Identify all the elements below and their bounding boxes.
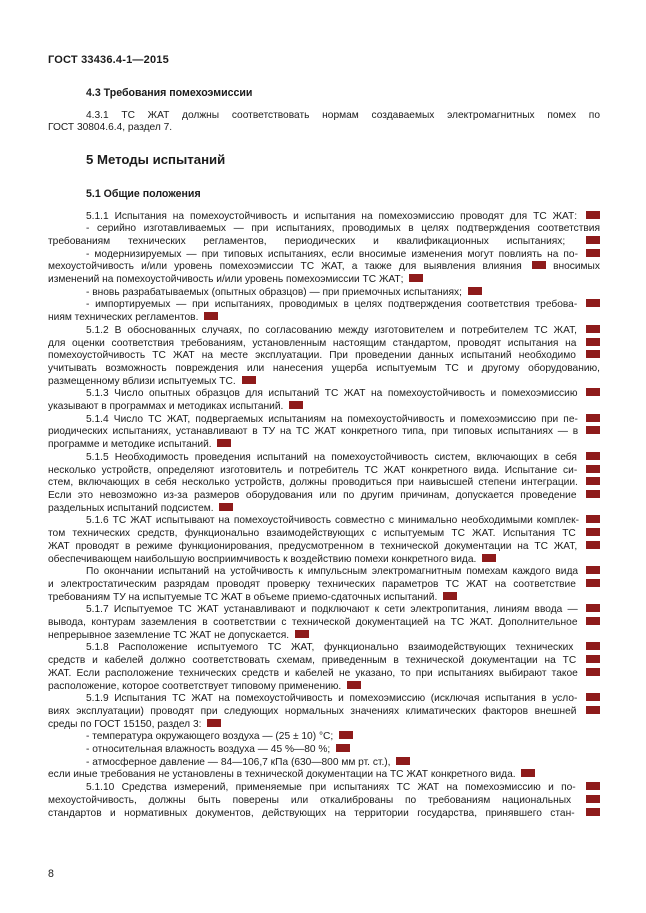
page-number: 8 [48, 868, 54, 880]
redaction-marker [586, 465, 600, 473]
text-line: помехоустойчивость ТС ЖАТ на месте эксплуатации. При проведении данных испытаний необходимо [48, 350, 600, 363]
text-line: указывают в программах и методиках испытаний. [48, 401, 600, 414]
section-heading: 5 Методы испытаний [86, 152, 226, 168]
text-line: ЖАТ проводят в режиме функционирования, предусмотренном в технической документации на ТС ЖАТ, [48, 541, 600, 554]
redaction-marker [586, 426, 600, 434]
text-line: изменений на помехоустойчивость и/или уровень помехоэмиссии ТС ЖАТ; [48, 274, 600, 287]
redaction-marker [586, 515, 600, 523]
text-line: размещенному вблизи испытуемых ТС. [48, 376, 600, 389]
text-line: 4.3.1 ТС ЖАТ должны соответствовать нормам создаваемых электромагнитных помех по [86, 109, 600, 121]
text-line: ниям технических регламентов. [48, 312, 600, 325]
text-line: По окончании испытаний на устойчивость к импульсным электромагнитным помехам каждого вида [48, 566, 600, 579]
text-line: раздельных испытаний подсистем. [48, 503, 600, 516]
redaction-marker [586, 566, 600, 574]
redaction-marker [207, 719, 221, 727]
text-line: - атмосферное давление — 84—106,7 кПа (630—800 мм рт. ст.), [48, 757, 600, 770]
paragraph [48, 414, 600, 452]
paragraph [48, 452, 600, 516]
redaction-marker [586, 579, 600, 587]
paragraph [48, 388, 600, 413]
text-line: 5.1.1 Испытания на помехоустойчивость и испытания на помехоэмиссию проводят для ТС ЖАТ: [48, 211, 600, 224]
paragraph [48, 515, 600, 566]
document-body [48, 87, 600, 820]
text-line: если иные требования не установлены в технической документации на ТС ЖАТ конкретного вида. [48, 769, 600, 782]
redaction-marker [586, 795, 600, 803]
redaction-marker [586, 477, 600, 485]
redaction-marker [586, 528, 600, 536]
paragraph [48, 693, 600, 782]
paragraph [48, 325, 600, 389]
text-line: среды по ГОСТ 15150, раздел 3: [48, 719, 600, 732]
text-line: вывода, контурам заземления в соответствии с технической документацией на ТС ЖАТ. Дополнительное [48, 617, 600, 630]
section-heading: 4.3 Требования помехоэмиссии [86, 87, 253, 99]
redaction-marker [339, 731, 353, 739]
paragraph [48, 604, 600, 642]
text-line: - температура окружающего воздуха — (25 ± 10) °С; [48, 731, 600, 744]
text-line: том технических средств, функционально взаимодействующих с испытуемым ТС ЖАТ. Испытания ТС [48, 528, 600, 541]
text-line: риодических испытаниях, устанавливают в ТУ на ТС ЖАТ конкретного типа, при типовых испытаниях — в [48, 426, 600, 439]
redaction-marker [443, 592, 457, 600]
section-heading: 5.1 Общие положения [86, 187, 201, 200]
paragraph [48, 566, 600, 604]
redaction-marker [586, 350, 600, 358]
text-line: требованиям технических регламентов, периодических и квалификационных испытаниях; [48, 236, 600, 249]
text-line: непрерывное заземление ТС ЖАТ не допускается. [48, 630, 600, 643]
redaction-marker [586, 617, 600, 625]
redaction-marker [347, 681, 361, 689]
redaction-marker [586, 490, 600, 498]
redaction-marker [217, 439, 231, 447]
paragraph [48, 211, 600, 325]
redaction-marker [586, 299, 600, 307]
redaction-marker [586, 706, 600, 714]
text-line: ЖАТ. Если расположение технических средств и кабелей не указано, то при испытаниях выбирают такое [48, 668, 600, 681]
redaction-marker [586, 236, 600, 244]
redaction-marker [586, 668, 600, 676]
redaction-marker [219, 503, 233, 511]
text-line: несколько устройств, определяют изготовитель и потребитель ТС ЖАТ конкретного вида. Испытание си- [48, 465, 600, 478]
redaction-marker [586, 782, 600, 790]
redaction-marker [468, 287, 482, 295]
text-line: 5.1.7 Испытуемое ТС ЖАТ устанавливают и подключают к сети электропитания, линиям ввода — [48, 604, 600, 617]
text-line: Если это невозможно из-за размеров оборудования или по другим причинам, допускается проведение [48, 490, 600, 503]
redaction-marker [586, 338, 600, 346]
redaction-marker [532, 261, 546, 269]
redaction-marker [521, 769, 535, 777]
redaction-marker [242, 376, 256, 384]
text-line: и электростатическим разрядам проводят проверку технических параметров ТС ЖАТ на соответствие [48, 579, 600, 592]
text-line: учитывать возможность повреждения или нанесения ущерба испытуемым ТС и другому оборудованию, [48, 362, 600, 374]
redaction-marker [586, 693, 600, 701]
text-line: мехоустойчивость, должны быть поверены или откалиброваны по требованиям национальных [48, 795, 600, 808]
text-line: требованиям ТУ на испытуемые ТС ЖАТ в объеме приемо-сдаточных испытаний. [48, 592, 600, 605]
redaction-marker [409, 274, 423, 282]
text-line: 5.1.3 Число опытных образцов для испытаний ТС ЖАТ на помехоустойчивость и помехоэмиссию [48, 388, 600, 401]
text-line: стандартов и нормативных документов, действующих на территории государства, принявшего стан- [48, 808, 600, 821]
text-line: - вновь разрабатываемых (опытных образцов) — при приемочных испытаниях; [48, 287, 600, 300]
redaction-marker [586, 452, 600, 460]
text-line: 5.1.8 Расположение испытуемого ТС ЖАТ, функционально взаимодействующих технических [48, 642, 600, 655]
document-header: ГОСТ 33436.4-1—2015 [48, 54, 169, 66]
text-line: для оценки соответствия требованиям, установленным настоящим стандартом, проводят испытания на [48, 338, 600, 351]
text-line: - серийно изготавливаемых — при испытаниях, проводимых в целях подтверждения соответствия [86, 223, 600, 235]
text-line: обеспечивающем наибольшую восприимчивость к воздействию помехи конкретного вида. [48, 554, 600, 567]
text-line: программе и методике испытаний. [48, 439, 600, 452]
text-line: 5.1.2 В обоснованных случаях, по согласованию между изготовителем и потребителем ТС ЖАТ, [48, 325, 600, 338]
redaction-marker [586, 541, 600, 549]
redaction-marker [336, 744, 350, 752]
redaction-marker [289, 401, 303, 409]
redaction-marker [204, 312, 218, 320]
redaction-marker [586, 808, 600, 816]
text-line: - импортируемых — при испытаниях, проводимых в целях подтверждения соответствия требова- [48, 299, 600, 312]
text-line: мехоустойчивость и/или уровень помехоэмиссии ТС ЖАТ, а также для выявления влияния вносимых [48, 261, 600, 273]
redaction-marker [586, 211, 600, 219]
redaction-marker [586, 249, 600, 257]
text-line: средств и кабелей должно соответствовать схемам, приведенным в технической документации на ТС [48, 655, 600, 668]
text-line: расположение, которое соответствует типовому применению. [48, 681, 600, 694]
text-line: 5.1.9 Испытания ТС ЖАТ на помехоустойчивость и помехоэмиссию (исключая испытания в усло- [48, 693, 600, 706]
text-line: 5.1.4 Число ТС ЖАТ, подвергаемых испытаниям на помехоустойчивость и помехоэмиссию при пе- [48, 414, 600, 427]
paragraph [48, 782, 600, 820]
redaction-marker [586, 388, 600, 396]
redaction-marker [586, 325, 600, 333]
text-line: 5.1.6 ТС ЖАТ испытывают на помехоустойчивость совместно с минимально необходимыми комплек- [48, 515, 600, 528]
text-line: - модернизируемых — при типовых испытаниях, если вносимые изменения могут повлиять на по- [48, 249, 600, 262]
redaction-marker [586, 414, 600, 422]
redaction-marker [295, 630, 309, 638]
redaction-marker [482, 554, 496, 562]
text-line: - относительная влажность воздуха — 45 %—80 %; [48, 744, 600, 757]
text-line: ГОСТ 30804.6.4, раздел 7. [48, 122, 173, 134]
text-line: 5.1.10 Средства измерений, применяемые при испытаниях ТС ЖАТ на помехоэмиссию и по- [48, 782, 600, 795]
redaction-marker [396, 757, 410, 765]
text-line: 5.1.5 Необходимость проведения испытаний на помехоустойчивость систем, включающих в себя [48, 452, 600, 465]
redaction-marker [586, 655, 600, 663]
redaction-marker [586, 604, 600, 612]
paragraph [48, 110, 600, 135]
redaction-marker [586, 642, 600, 650]
paragraph [48, 642, 600, 693]
text-line: стем, включающих в себя несколько устройств, должны проводиться при наивысшей степени интеграции. [48, 477, 600, 490]
text-line: виях эксплуатации) проводят при следующих нормальных значениях климатических факторов внешней [48, 706, 600, 719]
